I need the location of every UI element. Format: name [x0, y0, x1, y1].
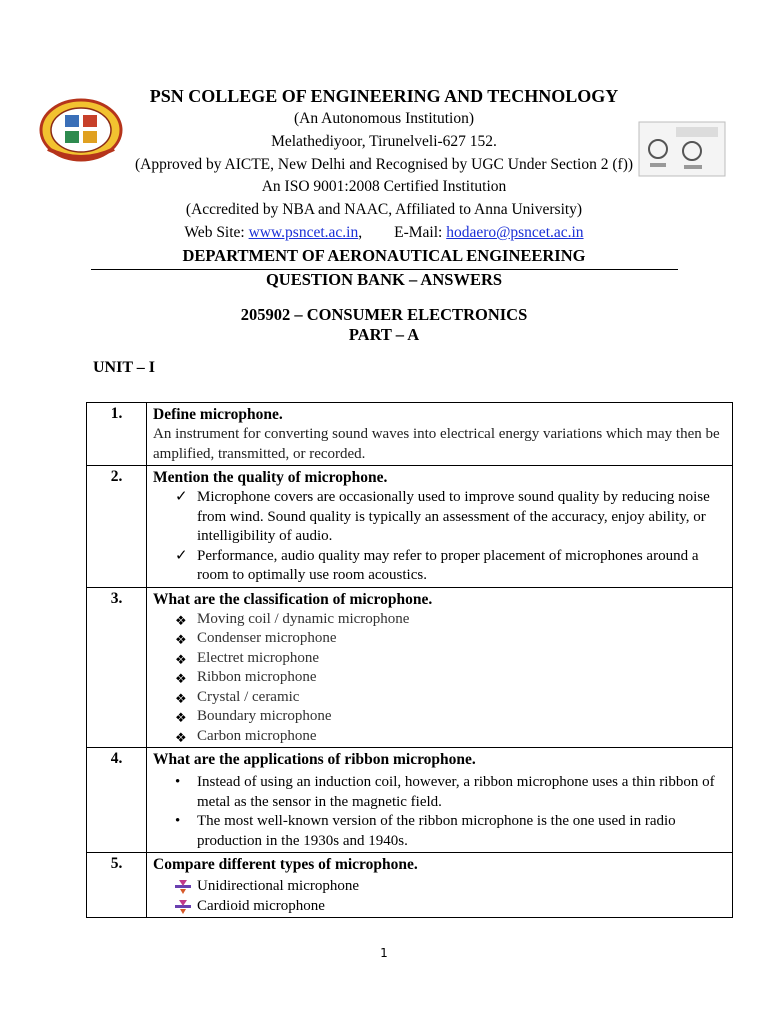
- diamond-bullet-icon: ❖: [175, 671, 187, 686]
- list-item: [153, 773, 728, 812]
- question-row: [87, 587, 733, 748]
- answer-item: Electret microphone: [197, 649, 320, 666]
- question-cell: [147, 748, 733, 853]
- list-item: [153, 488, 728, 547]
- list-item: [153, 610, 728, 630]
- diamond-bullet-icon: ❖: [175, 612, 187, 628]
- diamond-bullet-icon: ❖: [175, 632, 187, 647]
- answer-item: Ribbon microphone: [197, 669, 317, 685]
- college-address: Melathediyoor, Tirunelveli-627 152.: [271, 133, 497, 150]
- question-text: What are the classification of microphone.: [153, 590, 433, 608]
- bullet-dot-icon: •: [175, 813, 181, 829]
- question-cell: [147, 403, 733, 466]
- email-label: E-Mail:: [394, 224, 447, 241]
- answer-item: Instead of using an induction coil, however, a ribbon microphone uses a thin ribbon of metal as the sensor in the magnetic field.: [197, 774, 715, 810]
- diamond-bullet-icon: ❖: [175, 651, 187, 667]
- question-cell: [147, 466, 733, 588]
- question-number: 5.: [87, 853, 147, 918]
- page-number: 1: [380, 946, 388, 960]
- diamond-bullet-icon: ❖: [175, 729, 187, 745]
- question-row: [87, 748, 733, 853]
- bullet-dot-icon: •: [175, 774, 181, 790]
- college-name: PSN COLLEGE OF ENGINEERING AND TECHNOLOGY: [149, 86, 619, 106]
- arrow-bullet-icon: [175, 900, 191, 914]
- question-table: [86, 402, 733, 918]
- question-cell: [147, 587, 733, 748]
- answer-text: An instrument for converting sound waves into electrical energy variations which may then be amplified, transmitted, or recorded.: [153, 426, 720, 462]
- unit-label: UNIT – I: [93, 359, 155, 376]
- list-item: [153, 688, 728, 708]
- list-item: [153, 649, 728, 669]
- answer-item: The most well-known version of the ribbon microphone is the one used in radio production in the 1930s and 1940s.: [197, 813, 676, 849]
- answer-item: Cardioid microphone: [197, 897, 325, 914]
- list-item: [153, 629, 728, 649]
- list-item: [153, 727, 728, 747]
- list-item: [153, 897, 728, 917]
- accreditation-note: (Accredited by NBA and NAAC, Affiliated to Anna University): [185, 201, 583, 218]
- question-row: [87, 403, 733, 466]
- iso-note: An ISO 9001:2008 Certified Institution: [261, 178, 507, 195]
- answer-item: Microphone covers are occasionally used to improve sound quality by reducing noise from wind. Sound quality is typically an assessment of the accuracy, enjoy ability, or intelligibility of audio.: [197, 489, 710, 544]
- part-label: PART – A: [348, 325, 420, 344]
- diamond-bullet-icon: ❖: [175, 710, 187, 725]
- question-number: 2.: [87, 466, 147, 588]
- department-title: DEPARTMENT OF AERONAUTICAL ENGINEERING: [182, 246, 586, 265]
- answer-item: Performance, audio quality may refer to proper placement of microphones around a room to optimally use room acoustics.: [197, 547, 699, 583]
- checkmark-icon: ✓: [175, 547, 188, 564]
- question-number: 1.: [87, 403, 147, 466]
- list-item: [153, 877, 728, 897]
- answer-item: Crystal / ceramic: [197, 688, 300, 705]
- question-number: 3.: [87, 587, 147, 748]
- question-text: What are the applications of ribbon microphone.: [153, 751, 476, 768]
- website-label: Web Site:: [184, 224, 249, 241]
- list-item: [153, 707, 728, 727]
- website-link[interactable]: www.psncet.ac.in: [248, 224, 359, 241]
- question-text: Mention the quality of microphone.: [153, 469, 388, 486]
- list-item: [153, 668, 728, 688]
- autonomous-note: (An Autonomous Institution): [294, 110, 474, 127]
- answer-item: Unidirectional microphone: [197, 878, 360, 894]
- answer-item: Carbon microphone: [197, 727, 317, 744]
- question-number: 4.: [87, 748, 147, 853]
- answer-item: Moving coil / dynamic microphone: [197, 610, 410, 627]
- answer-item: Boundary microphone: [197, 708, 332, 724]
- answer-item: Condenser microphone: [197, 630, 337, 646]
- contact-separator: ,: [358, 224, 363, 241]
- document-type: QUESTION BANK – ANSWERS: [265, 270, 503, 289]
- question-row: [87, 853, 733, 918]
- question-row: [87, 466, 733, 588]
- course-title: 205902 – CONSUMER ELECTRONICS: [240, 305, 528, 324]
- checkmark-icon: ✓: [175, 489, 188, 505]
- approval-note: (Approved by AICTE, New Delhi and Recognised by UGC Under Section 2 (f)): [134, 156, 634, 173]
- question-cell: [147, 853, 733, 918]
- list-item: [153, 547, 728, 586]
- email-link[interactable]: hodaero@psncet.ac.in: [446, 224, 584, 241]
- arrow-bullet-icon: [175, 880, 191, 894]
- list-item: [153, 812, 728, 851]
- question-text: Compare different types of microphone.: [153, 856, 418, 873]
- contact-line: [0, 224, 768, 242]
- diamond-bullet-icon: ❖: [175, 690, 187, 706]
- question-text: Define microphone.: [153, 406, 283, 423]
